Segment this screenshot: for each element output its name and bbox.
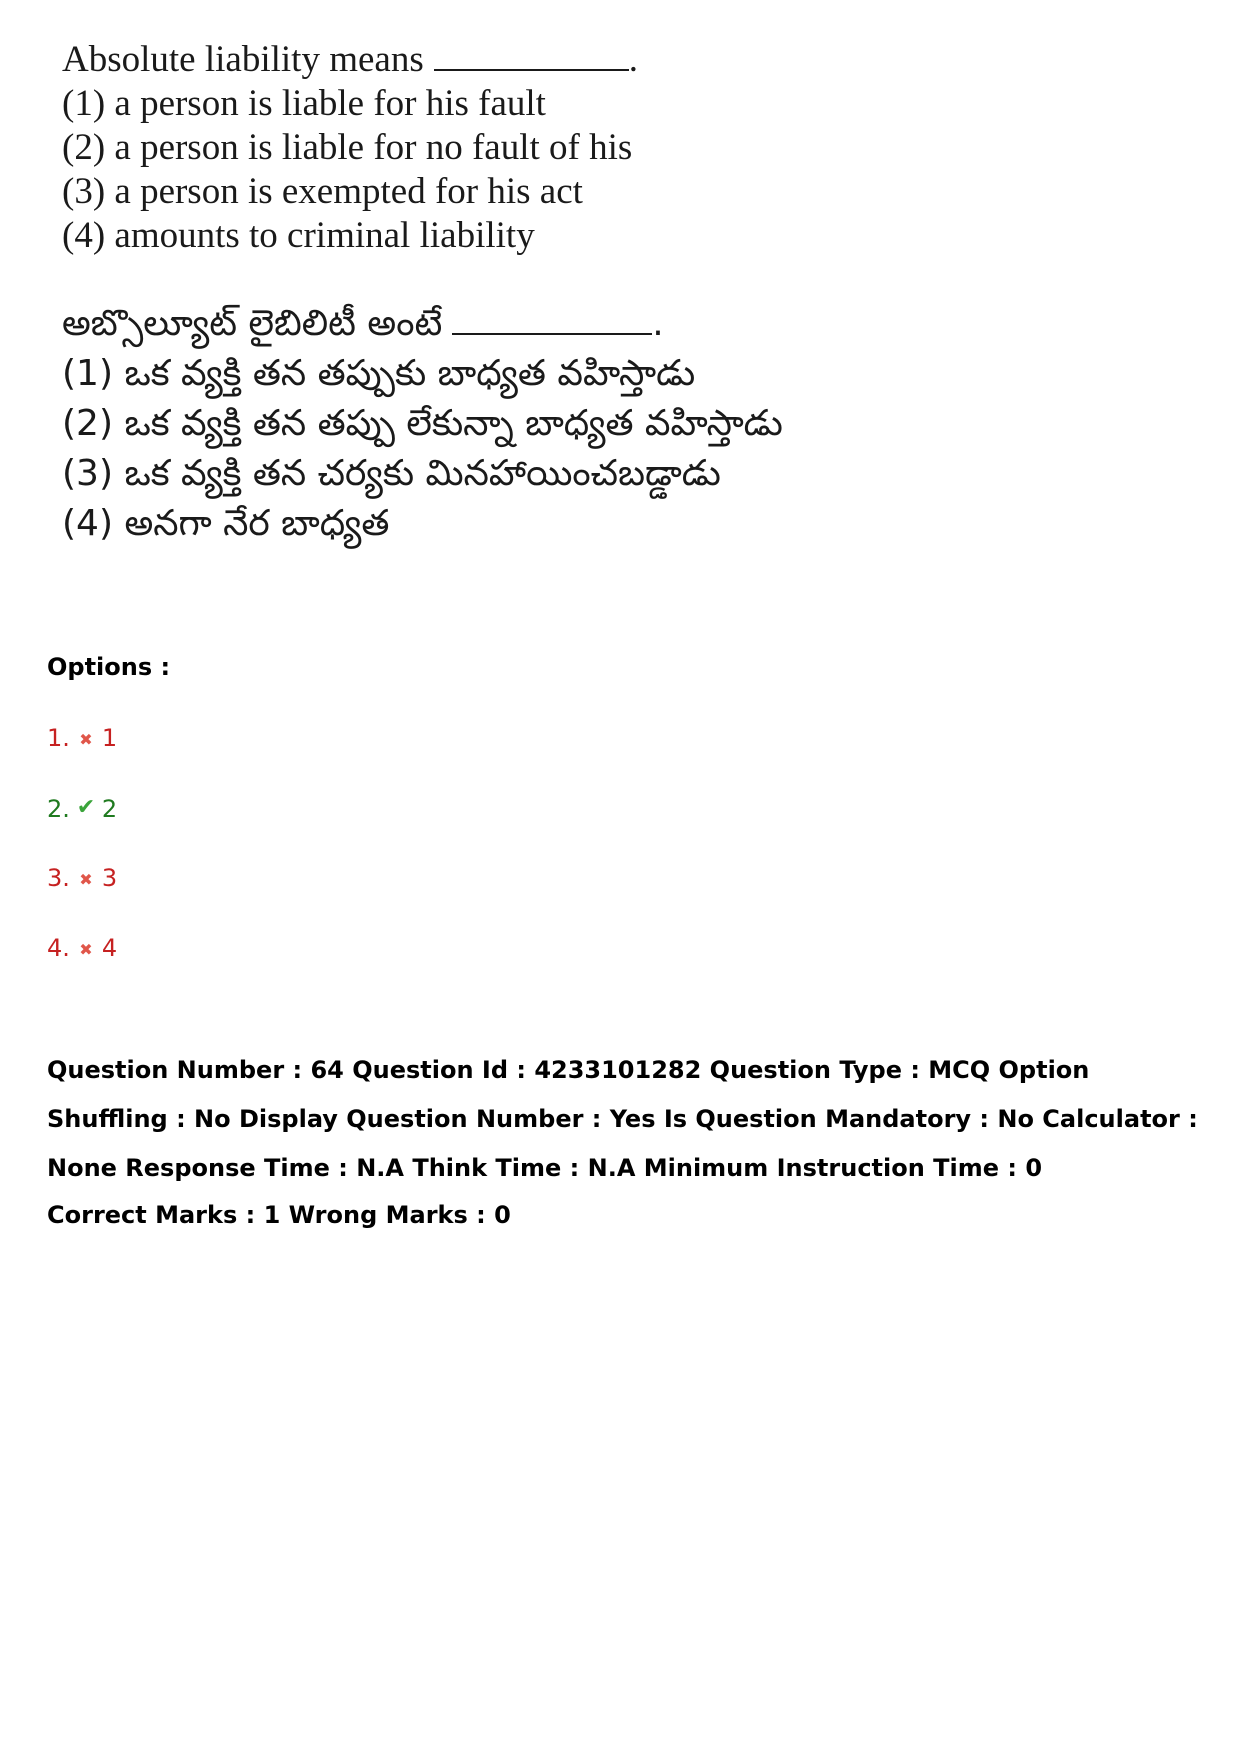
question-image — [62, 34, 942, 614]
option-item — [47, 931, 117, 967]
question-option-english: (4) amounts to criminal liability — [62, 215, 535, 256]
question-option-english: (2) a person is liable for no fault of his — [62, 127, 633, 168]
question-stem-telugu: అబ్సొల్యూట్ లైబిలిటీ అంటే . — [62, 303, 664, 344]
question-metadata: Question Number : 64 Question Id : 4233101282 Question Type : MCQ Option Shuffling : No Display Question Number : Yes Is Question Mandatory : No Calculator : None Response Time : N.A Think Time : N.A Minimum Instruction Time : 0 — [47, 1056, 1198, 1182]
cross-icon: ✖ — [79, 870, 93, 889]
option-value: 1 — [101, 724, 118, 752]
question-option-telugu: (2) ఒక వ్యక్తి తన తప్పు లేకున్నా బాధ్యత వహిస్తాడు — [62, 403, 783, 444]
option-value: 3 — [101, 864, 118, 892]
option-item — [47, 791, 117, 826]
question-option-telugu: (1) ఒక వ్యక్తి తన తప్పుకు బాధ్యత వహిస్తాడు — [62, 353, 696, 394]
answer-blank — [452, 303, 652, 335]
option-value: 2 — [101, 795, 118, 823]
question-option-telugu: (3) ఒక వ్యక్తి తన చర్యకు మినహాయించబడ్డాడు — [62, 453, 721, 494]
question-option-telugu: (4) అనగా నేర బాధ్యత — [62, 503, 390, 544]
option-number: 1. — [47, 724, 70, 752]
question-option-english: (3) a person is exempted for his act — [62, 171, 583, 212]
cross-icon: ✖ — [79, 730, 93, 749]
option-item — [47, 861, 117, 897]
option-number: 4. — [47, 934, 70, 962]
option-value: 4 — [101, 934, 118, 962]
options-heading: Options : — [47, 653, 171, 681]
question-stem-english: Absolute liability means . — [62, 39, 638, 80]
marks-info: Correct Marks : 1 Wrong Marks : 0 — [47, 1201, 511, 1229]
answer-blank — [434, 39, 629, 71]
option-item — [47, 721, 117, 757]
cross-icon: ✖ — [79, 940, 93, 959]
option-number: 2. — [47, 795, 70, 823]
check-icon: ✔ — [76, 795, 96, 820]
question-option-english: (1) a person is liable for his fault — [62, 83, 546, 124]
option-number: 3. — [47, 864, 70, 892]
